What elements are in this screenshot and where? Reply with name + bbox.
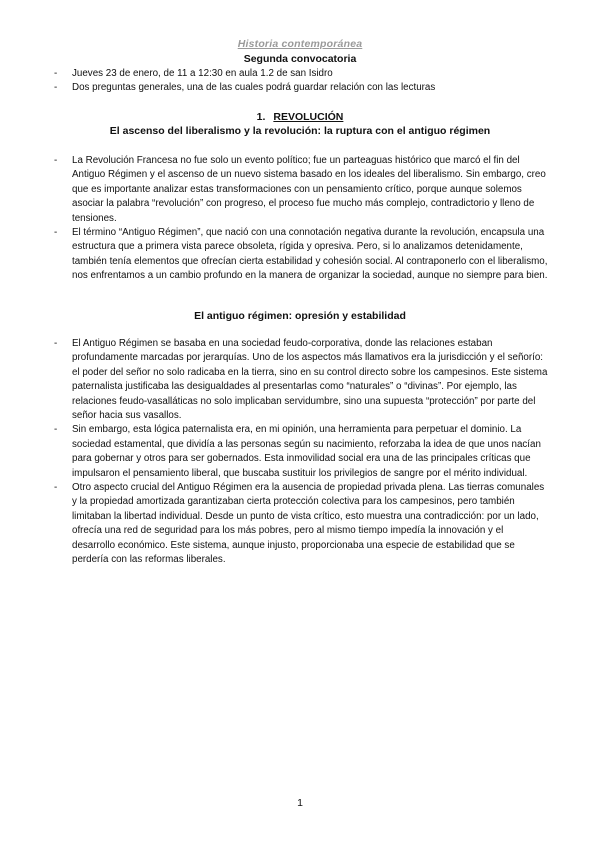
section2-paragraph-list — [0, 337, 600, 568]
section1-paragraph-list — [0, 154, 600, 284]
list-item: - El Antiguo Régimen se basaba en una sociedad feudo-corporativa, donde las relaciones estaban profundamente marcadas por jerarquías. Uno de los aspectos más llamativos era la jurisdicción y el señorío: el poder del señor no solo radicaba en la tierra, sino en su control directo sobre los campesinos. Este sistema paternalista justificaba las desigualdades al presentarlas como “naturales” o “divinas”. Por ejemplo, las relaciones feudo-vasalláticas no solo implicaban servidumbre, sino una supuesta “protección” por parte del señor hacia sus vasallos. — [54, 338, 548, 422]
list-item: - La Revolución Francesa no fue solo un evento político; fue un parteaguas histórico que marcó el fin del Antiguo Régimen y el ascenso de un nuevo sistema basado en los ideales del liberalismo. Sin embargo, creo que es importante analizar estas transformaciones con un pensamiento crítico, porque aunque solemos asociar la palabra “revolución” con progreso, el proceso fue mucho más complejo, contradictorio y lleno de tensiones. — [54, 155, 546, 224]
document-title: Historia contemporánea — [237, 38, 363, 50]
exam-info-list — [0, 67, 600, 96]
section-title: REVOLUCIÓN — [273, 111, 344, 123]
section-subtitle: El ascenso del liberalismo y la revolución: la ruptura con el antiguo régimen — [109, 125, 491, 137]
list-item: - Jueves 23 de enero, de 11 a 12:30 en aula 1.2 de san Isidro — [54, 68, 333, 79]
page-number: 1 — [297, 797, 303, 809]
subsection-heading: El antiguo régimen: opresión y estabilidad — [194, 310, 406, 322]
list-item: - El término “Antiguo Régimen”, que nació con una connotación negativa durante la revolución, encapsula una estructura que a primera vista parece obsoleta, rígida y opresiva. Pero, si lo analizamos detenidamente, también tenía elementos que ofrecían cierta estabilidad y cohesión social. Al contraponerlo con el liberalismo, nos enfrentamos a un cambio profundo en la manera de organizar la sociedad, aunque no siempre para bien. — [54, 227, 548, 282]
document-subtitle: Segunda convocatoria — [243, 53, 357, 65]
section-number: 1. — [256, 111, 266, 123]
section-heading — [0, 111, 600, 123]
list-item: - Dos preguntas generales, una de las cuales podrá guardar relación con las lecturas — [54, 82, 436, 94]
list-item: - Sin embargo, esta lógica paternalista era, en mi opinión, una herramienta para perpetuar el dominio. La sociedad estamental, que dividía a las personas según su nacimiento, reforzaba la idea de que unos nacían para gobernar y otros para ser gobernados. Esta inmovilidad social era una de las principales críticas que impulsaron el pensamiento liberal, que buscaba sustituir los privilegios de sangre por el mérito individual. — [54, 424, 541, 479]
list-item: - Otro aspecto crucial del Antiguo Régimen era la ausencia de propiedad privada plena. Las tierras comunales y la propiedad amortizada garantizaban cierta protección colectiva para los campesinos, pero también limitaban la libertad individual. Desde un punto de vista crítico, esto muestra una contradicción: por un lado, ofrecía una red de seguridad para los más pobres, pero al mismo tiempo impedía la innovación y el desarrollo económico. Este sistema, aunque injusto, proporcionaba una especie de estabilidad que se perdería con las reformas liberales. — [54, 482, 545, 566]
